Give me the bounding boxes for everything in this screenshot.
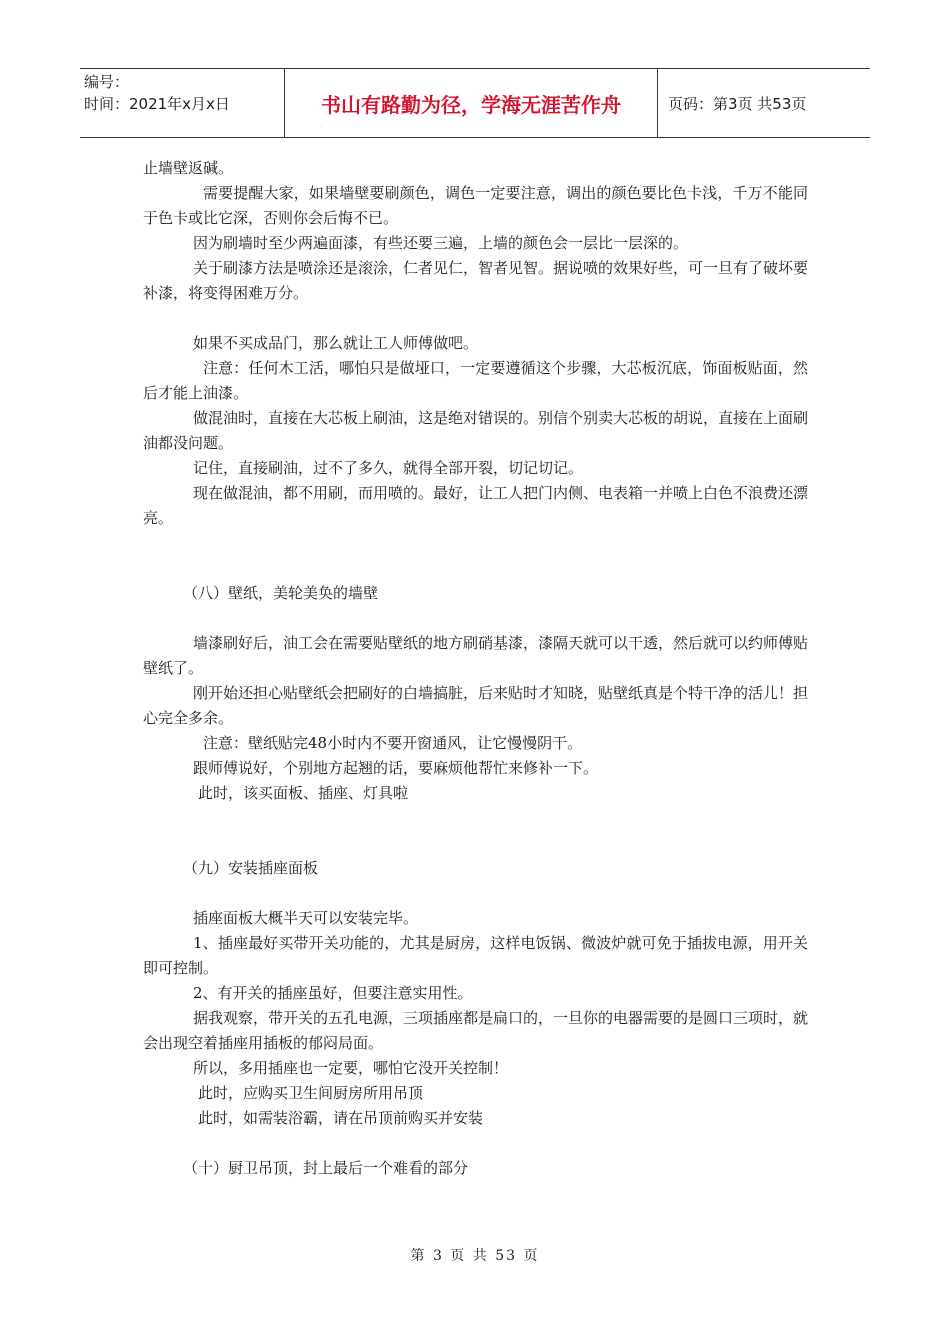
- paragraph: 1、插座最好买带开关功能的，尤其是厨房，这样电饭锅、微波炉就可免于插拔电源，用开关即可控制。: [143, 934, 808, 977]
- time-label: 时间：2021年x月x日: [84, 95, 230, 113]
- paragraph: 据我观察，带开关的五孔电源，三项插座都是扁口的，一旦你的电器需要的是圆口三项时，就会出现空着插座用插板的郁闷局面。: [143, 1009, 809, 1052]
- page-footer: 第 3 页 共 53 页: [410, 1248, 540, 1264]
- paragraph: 现在做混油，都不用刷，而用喷的。最好，让工人把门内侧、电表箱一并喷上白色不浪费还漂亮。: [143, 484, 809, 527]
- paragraph: 此时，该买面板、插座、灯具啦: [198, 784, 409, 802]
- paragraph: 刚开始还担心贴壁纸会把刷好的白墙搞脏，后来贴时才知晓，贴壁纸真是个特干净的活儿！担心完全多余。: [143, 684, 809, 727]
- section-heading-9: （九）安装插座面板: [183, 859, 319, 877]
- section-heading-10: （十）厨卫吊顶，封上最后一个难看的部分: [183, 1159, 469, 1177]
- document-header: [80, 68, 870, 138]
- paragraph: 此时，如需装浴霸，请在吊顶前购买并安装: [198, 1109, 484, 1127]
- paragraph: 跟师傅说好，个别地方起翘的话，要麻烦他帮忙来修补一下。: [193, 759, 599, 777]
- paragraph: 关于刷漆方法是喷涂还是滚涂，仁者见仁，智者见智。据说喷的效果好些，可一旦有了破坏要补漆，将变得困难万分。: [143, 259, 809, 302]
- paragraph: 所以，多用插座也一定要，哪怕它没开关控制！: [193, 1059, 509, 1077]
- paragraph: 注意：任何木工活，哪怕只是做垭口，一定要遵循这个步骤，大芯板沉底，饰面板贴面，然后才能上油漆。: [143, 359, 808, 402]
- paragraph: 插座面板大概半天可以安装完毕。: [193, 909, 419, 927]
- number-label: 编号：: [84, 73, 130, 91]
- document-body: [143, 156, 808, 1181]
- paragraph: 此时，应购买卫生间厨房所用吊顶: [198, 1084, 424, 1102]
- paragraph: 做混油时，直接在大芯板上刷油，这是绝对错误的。别信个别卖大芯板的胡说，直接在上面刷油都没问题。: [143, 409, 809, 452]
- paragraph: 记住，直接刷油，过不了多久，就得全部开裂，切记切记。: [193, 459, 584, 477]
- paragraph: 注意：壁纸贴完48小时内不要开窗通风，让它慢慢阴干。: [203, 734, 583, 752]
- paragraph: 如果不买成品门，那么就让工人师傅做吧。: [193, 334, 479, 352]
- paragraph: 2、有开关的插座虽好，但要注意实用性。: [193, 984, 473, 1002]
- motto: 书山有路勤为径，学海无涯苦作舟: [285, 69, 658, 137]
- paragraph: 需要提醒大家，如果墙壁要刷颜色，调色一定要注意，调出的颜色要比色卡浅，千万不能同于色卡或比它深，否则你会后悔不已。: [143, 184, 808, 227]
- paragraph: 墙漆刷好后，油工会在需要贴壁纸的地方刷硝基漆，漆隔天就可以干透，然后就可以约师傅贴壁纸了。: [143, 634, 809, 677]
- paragraph: 止墙壁返碱。: [143, 159, 234, 177]
- page-info: 页码：第3页 共53页: [668, 94, 807, 113]
- paragraph: 因为刷墙时至少两遍面漆，有些还要三遍，上墙的颜色会一层比一层深的。: [193, 234, 689, 252]
- header-left-cell: [80, 69, 285, 137]
- section-heading-8: （八）壁纸，美轮美奂的墙壁: [183, 584, 379, 602]
